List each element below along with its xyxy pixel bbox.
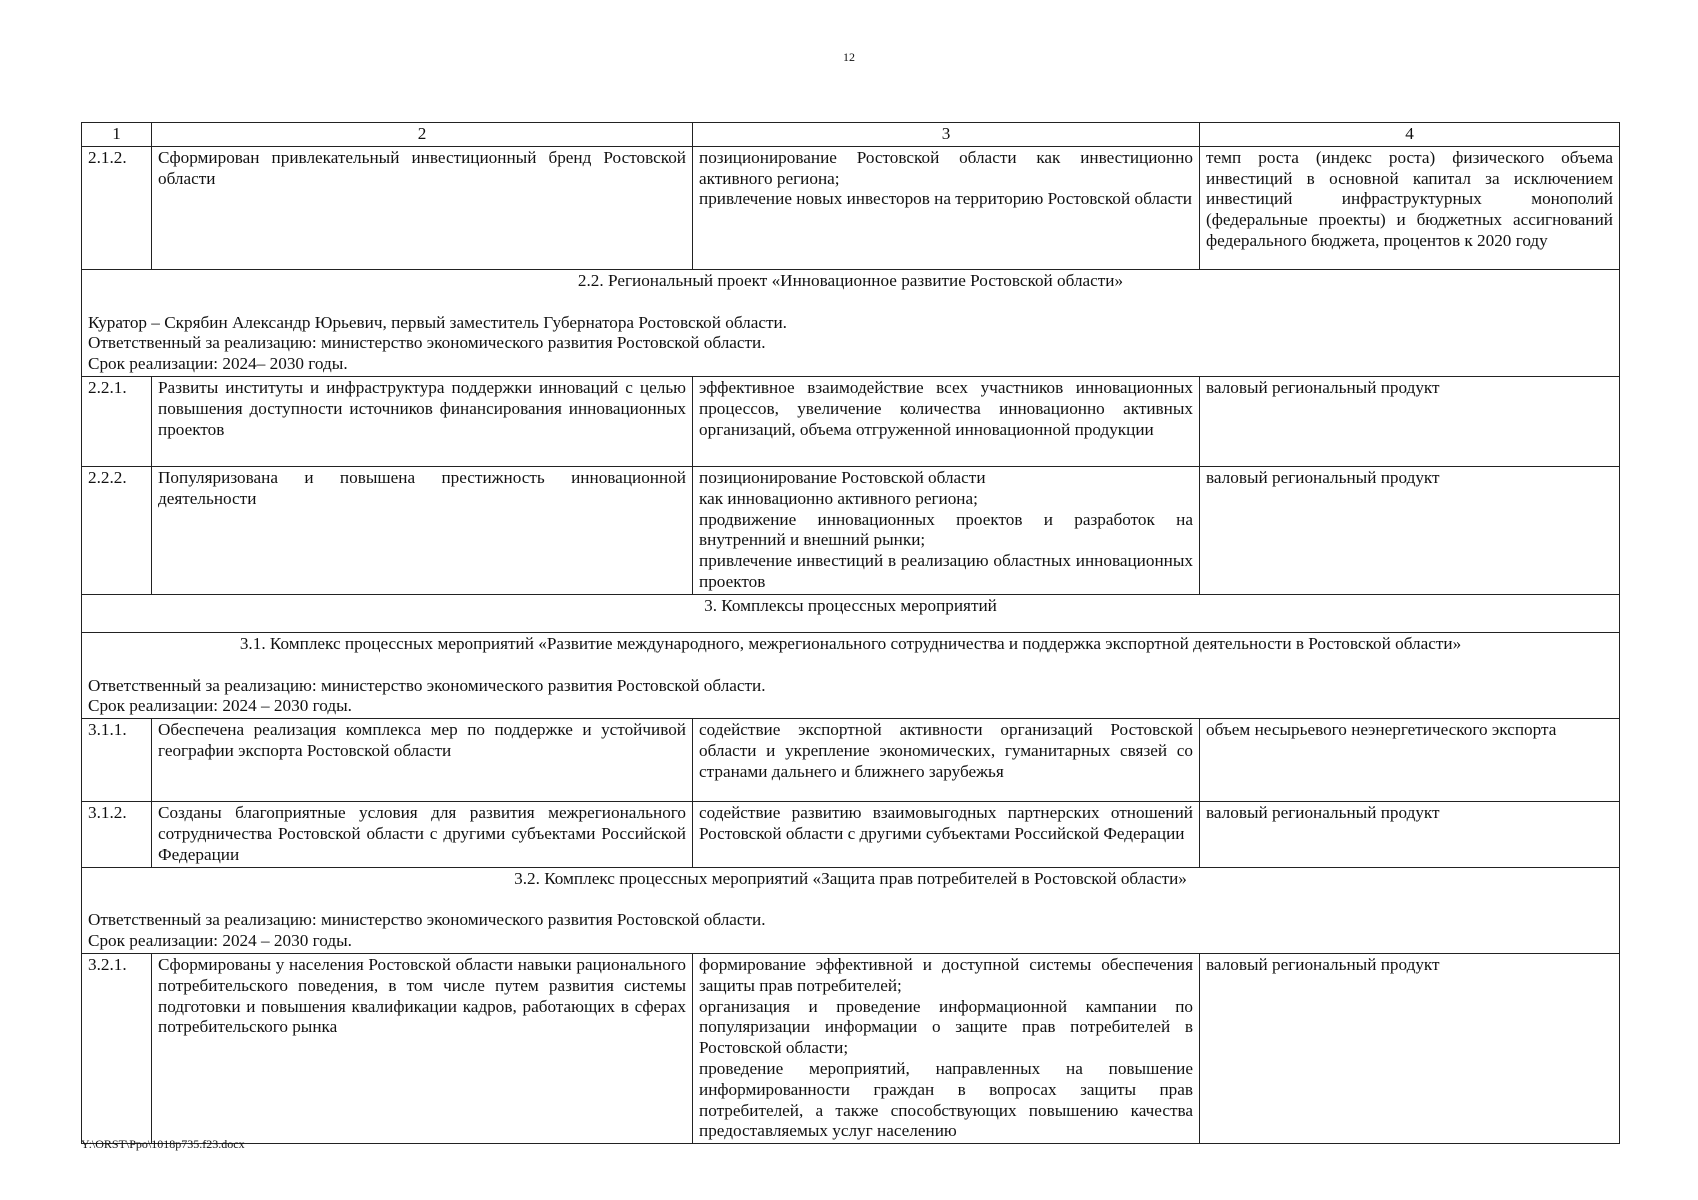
section-responsible: Ответственный за реализацию: министерство экономического развития Ростовской области.: [88, 675, 766, 695]
section-row: [82, 594, 1620, 632]
header-col-1: 1: [82, 123, 152, 147]
effect-line: продвижение инновационных проектов и разработок на внутренний и внешний рынки;: [699, 509, 1193, 550]
effect-line: привлечение инвестиций в реализацию областных инновационных проектов: [699, 551, 1193, 591]
indicator-cell: валовый региональный продукт: [1200, 953, 1620, 1143]
header-col-4: 4: [1200, 123, 1620, 147]
effects-cell: [693, 146, 1200, 269]
result-cell: Созданы благоприятные условия для развития межрегионального сотрудничества Ростовской области с другими субъектами Российской Федерации: [152, 802, 693, 867]
effect-line: организация и проведение информационной кампании по популяризации информации о защите прав потребителей в Ростовской области;: [699, 996, 1193, 1058]
section-term: Срок реализации: 2024 – 2030 годы.: [88, 696, 352, 716]
effect-line: привлечение новых инвесторов на территорию Ростовской области: [699, 189, 1192, 209]
results-table: [81, 122, 1620, 1144]
result-cell: Сформированы у населения Ростовской области навыки рационального потребительского поведения, в том числе путем развития системы подготовки и повышения квалификации кадров, работающих в сферах потребительского рынка: [152, 953, 693, 1143]
effects-cell: [693, 953, 1200, 1143]
table-row: [82, 376, 1620, 466]
header-col-3: 3: [693, 123, 1200, 147]
indicator-cell: темп роста (индекс роста) физического объема инвестиций в основной капитал за исключением инвестиций инфраструктурных монополий (федеральные проекты) и бюджетных ассигнований федерального бюджета, процентов к 2020 году: [1200, 146, 1620, 269]
indicator-cell: валовый региональный продукт: [1200, 376, 1620, 466]
effect-line: позиционирование Ростовской области как инвестиционно активного региона;: [699, 147, 1193, 188]
effects-cell: [693, 719, 1200, 802]
header-col-2: 2: [152, 123, 693, 147]
result-cell: Развиты институты и инфраструктура поддержки инноваций с целью повышения доступности источников финансирования инновационных проектов: [152, 376, 693, 466]
table-row: [82, 802, 1620, 867]
indicator-cell: валовый региональный продукт: [1200, 466, 1620, 594]
table-row: [82, 719, 1620, 802]
section-term: Срок реализации: 2024 – 2030 годы.: [88, 931, 352, 951]
effect-line: содействие развитию взаимовыгодных партнерских отношений Ростовской области с другими субъектами Российской Федерации: [699, 803, 1193, 843]
indicator-cell: объем несырьевого неэнергетического экспорта: [1200, 719, 1620, 802]
section-s32: [82, 867, 1620, 953]
row-number: 2.2.1.: [82, 376, 152, 466]
row-number: 3.1.2.: [82, 802, 152, 867]
row-number: 3.1.1.: [82, 719, 152, 802]
table-row: [82, 466, 1620, 594]
section-row: [82, 269, 1620, 376]
row-number: 2.1.2.: [82, 146, 152, 269]
table-row: [82, 146, 1620, 269]
effect-line: содействие экспортной активности организаций Ростовской области и укрепление экономических, гуманитарных связей со странами дальнего и ближнего зарубежья: [699, 720, 1193, 781]
effect-line: эффективное взаимодействие всех участников инновационных процессов, увеличение количества инновационно активных организаций, объема отгруженной инновационной продукции: [699, 377, 1193, 439]
section-s31: [82, 632, 1620, 718]
indicator-cell: валовый региональный продукт: [1200, 802, 1620, 867]
section-responsible: Ответственный за реализацию: министерство экономического развития Ростовской области.: [88, 910, 766, 930]
file-path-footer: Y:\ORST\Ppo\1018p735.f23.docx: [81, 1137, 245, 1151]
section-row: [82, 632, 1620, 718]
table-row: [82, 953, 1620, 1143]
section-curator: Куратор – Скрябин Александр Юрьевич, первый заместитель Губернатора Ростовской области.: [88, 312, 787, 332]
section-s22: [82, 269, 1620, 376]
effects-cell: [693, 802, 1200, 867]
effects-cell: [693, 376, 1200, 466]
section-title: 3. Комплексы процессных мероприятий: [704, 595, 997, 615]
section-row: [82, 867, 1620, 953]
section-s3: [82, 594, 1620, 632]
section-responsible: Ответственный за реализацию: министерство экономического развития Ростовской области.: [88, 333, 766, 353]
page-number: 12: [843, 50, 855, 64]
effect-line: позиционирование Ростовской области: [699, 467, 986, 487]
result-cell: Обеспечена реализация комплекса мер по поддержке и устойчивой географии экспорта Ростовской области: [152, 719, 693, 802]
row-number: 3.2.1.: [82, 953, 152, 1143]
table-header-row: [82, 123, 1620, 147]
section-title: 2.2. Региональный проект «Инновационное развитие Ростовской области»: [577, 270, 1124, 290]
section-title: 3.1. Комплекс процессных мероприятий «Развитие международного, межрегионального сотрудничества и поддержка экспортной деятельности в Ростовской области»: [239, 633, 1462, 653]
effect-line: формирование эффективной и доступной системы обеспечения защиты прав потребителей;: [699, 954, 1193, 995]
section-term: Срок реализации: 2024– 2030 годы.: [88, 354, 348, 374]
effect-line: как инновационно активного региона;: [699, 488, 978, 508]
result-cell: Сформирован привлекательный инвестиционный бренд Ростовской области: [152, 146, 693, 269]
effects-cell: [693, 466, 1200, 594]
row-number: 2.2.2.: [82, 466, 152, 594]
effect-line: проведение мероприятий, направленных на повышение информированности граждан в вопросах защиты прав потребителей, а также способствующих повышению качества предоставляемых услуг населению: [699, 1058, 1193, 1141]
section-title: 3.2. Комплекс процессных мероприятий «Защита прав потребителей в Ростовской области»: [514, 868, 1187, 888]
result-cell: Популяризована и повышена престижность инновационной деятельности: [152, 466, 693, 594]
